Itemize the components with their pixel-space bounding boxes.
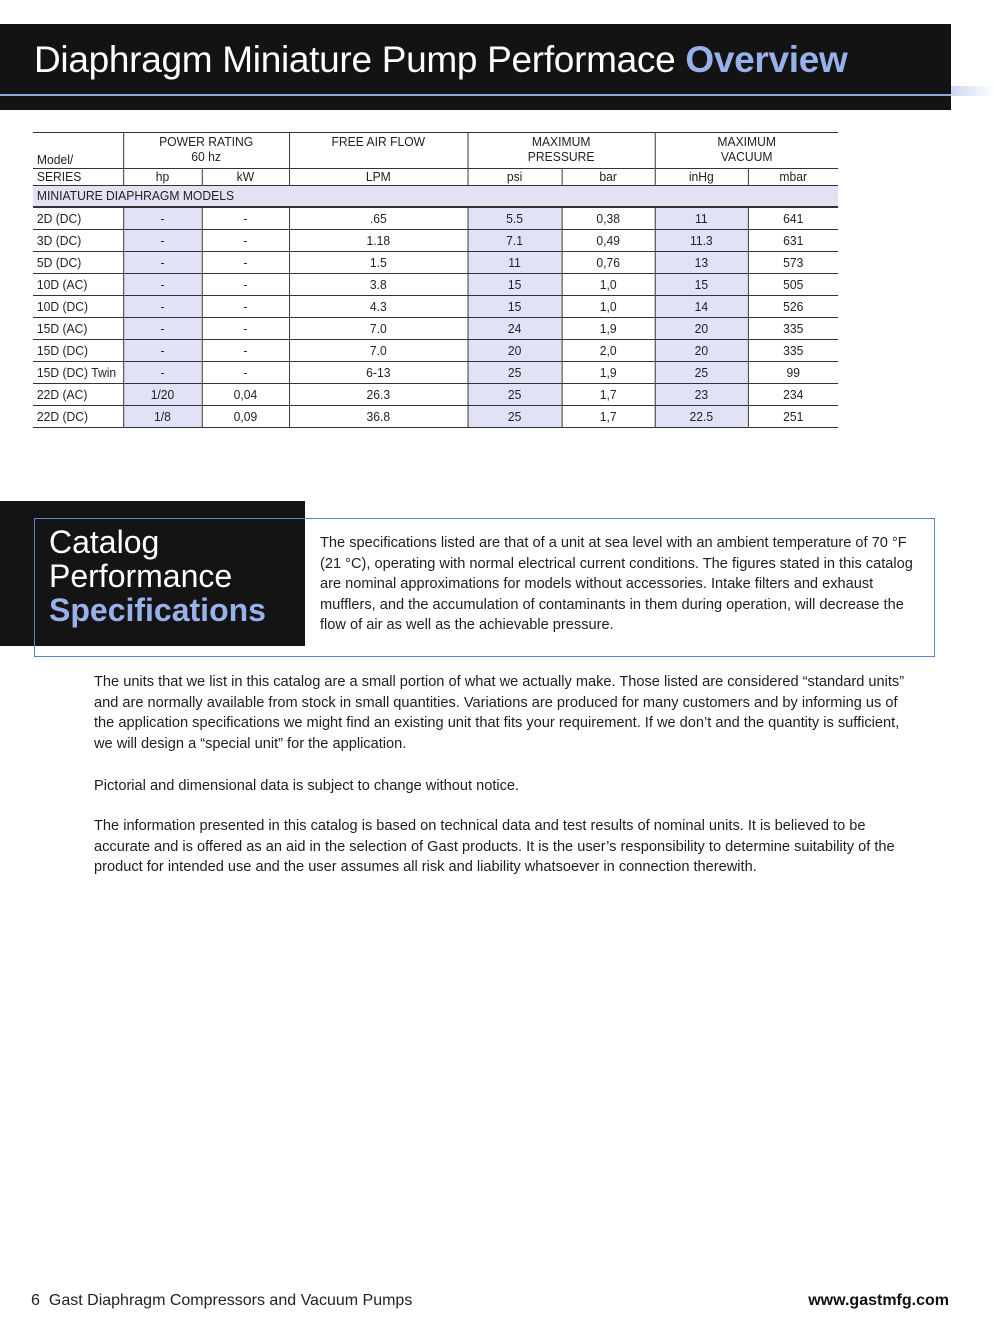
cell-mbar: 335 — [748, 318, 838, 340]
cell-psi: 11 — [468, 252, 562, 274]
footer-doc-title: Gast Diaphragm Compressors and Vacuum Pumps — [48, 1292, 413, 1309]
page-title-accent: Overview — [685, 39, 848, 80]
cell-lpm: 6-13 — [289, 362, 467, 384]
cell-inhg: 11.3 — [655, 230, 748, 252]
cell-psi: 25 — [468, 384, 562, 406]
table-row — [33, 274, 838, 296]
col-header-model: Model/ — [33, 133, 123, 169]
cell-mbar: 573 — [748, 252, 838, 274]
catalog-intro-text: The specifications listed are that of a unit at sea level with an ambient temperature of 70 °F (21 °C), operating with normal electrical current conditions. The figures stated in this catalog are nominal approximations for models without accessories. Intake filters and exhaust mufflers, and the accumulation of contaminants in them during operation, will decrease the flow of air as well as the achievable pressure. — [320, 535, 913, 633]
unit-inhg: inHg — [655, 169, 748, 186]
table-row — [33, 406, 838, 428]
cell-model: 5D (DC) — [33, 252, 123, 274]
catalog-heading-line1: Catalog — [49, 524, 160, 560]
cell-mbar: 335 — [748, 340, 838, 362]
cell-inhg: 23 — [655, 384, 748, 406]
cell-mbar: 251 — [748, 406, 838, 428]
header-rule-tail — [951, 86, 994, 96]
cell-hp: - — [123, 252, 202, 274]
cell-model: 10D (DC) — [33, 296, 123, 318]
cell-kw: 0,09 — [202, 406, 289, 428]
performance-table — [33, 132, 838, 428]
body-paragraph-change-notice: Pictorial and dimensional data is subject to change without notice. — [94, 778, 520, 794]
cell-bar: 1,7 — [562, 406, 655, 428]
cell-mbar: 234 — [748, 384, 838, 406]
cell-mbar: 526 — [748, 296, 838, 318]
cell-model: 2D (DC) — [33, 207, 123, 230]
cell-hp: - — [123, 296, 202, 318]
cell-lpm: 1.5 — [289, 252, 467, 274]
cell-kw: - — [202, 274, 289, 296]
cell-bar: 0,49 — [562, 230, 655, 252]
cell-mbar: 505 — [748, 274, 838, 296]
col-header-max-vacuum: MAXIMUM VACUUM — [655, 133, 838, 169]
col-header-series: SERIES — [33, 169, 123, 186]
cell-kw: - — [202, 318, 289, 340]
col-header-free-air-flow: FREE AIR FLOW — [289, 133, 467, 169]
unit-bar: bar — [562, 169, 655, 186]
cell-lpm: 36.8 — [289, 406, 467, 428]
cell-mbar: 641 — [748, 207, 838, 230]
cell-kw: - — [202, 207, 289, 230]
cell-inhg: 14 — [655, 296, 748, 318]
cell-inhg: 20 — [655, 318, 748, 340]
table-header-row — [33, 133, 838, 169]
cell-psi: 15 — [468, 296, 562, 318]
catalog-heading-line3: Specifications — [49, 592, 266, 628]
section-label: MINIATURE DIAPHRAGM MODELS — [33, 186, 838, 208]
cell-hp: 1/20 — [123, 384, 202, 406]
table-row — [33, 296, 838, 318]
cell-lpm: .65 — [289, 207, 467, 230]
cell-kw: - — [202, 340, 289, 362]
cell-hp: - — [123, 274, 202, 296]
cell-psi: 20 — [468, 340, 562, 362]
page-number: 6 — [31, 1292, 40, 1309]
cell-inhg: 25 — [655, 362, 748, 384]
cell-bar: 1,7 — [562, 384, 655, 406]
footer-website[interactable]: www.gastmfg.com — [808, 1292, 949, 1309]
cell-bar: 1,0 — [562, 296, 655, 318]
catalog-heading — [49, 525, 266, 627]
cell-psi: 25 — [468, 362, 562, 384]
cell-inhg: 22.5 — [655, 406, 748, 428]
cell-psi: 15 — [468, 274, 562, 296]
cell-lpm: 1.18 — [289, 230, 467, 252]
cell-model: 22D (DC) — [33, 406, 123, 428]
col-header-max-pressure: MAXIMUM PRESSURE — [468, 133, 655, 169]
col-header-power-rating: POWER RATING 60 hz — [123, 133, 289, 169]
cell-inhg: 15 — [655, 274, 748, 296]
cell-bar: 2,0 — [562, 340, 655, 362]
cell-lpm: 7.0 — [289, 340, 467, 362]
cell-kw: 0,04 — [202, 384, 289, 406]
cell-hp: - — [123, 230, 202, 252]
cell-mbar: 99 — [748, 362, 838, 384]
catalog-heading-line2: Performance — [49, 558, 233, 594]
body-paragraph-standard-units: The units that we list in this catalog are a small portion of what we actually make. Those listed are considered “standard units” and are normally available from stock in small quantities. Variations are produced for many customers and by informing us of the application specifications we might find an existing unit that fits your requirement. If we don’t and the quantity is sufficient, we will design a “special unit” for the application. — [94, 674, 905, 752]
cell-model: 15D (DC) Twin — [33, 362, 123, 384]
cell-model: 15D (AC) — [33, 318, 123, 340]
cell-bar: 1,9 — [562, 318, 655, 340]
table-row — [33, 384, 838, 406]
cell-inhg: 11 — [655, 207, 748, 230]
unit-lpm: LPM — [289, 169, 467, 186]
cell-kw: - — [202, 230, 289, 252]
cell-lpm: 7.0 — [289, 318, 467, 340]
cell-psi: 25 — [468, 406, 562, 428]
cell-inhg: 13 — [655, 252, 748, 274]
cell-bar: 0,76 — [562, 252, 655, 274]
page-title — [34, 39, 848, 81]
unit-mbar: mbar — [748, 169, 838, 186]
body-paragraph-disclaimer: The information presented in this catalog is based on technical data and test results of nominal units. It is believed to be accurate and is offered as an aid in the selection of Gast products. It is the user’s responsibility to determine suitability of the product for intended use and the user assumes all risk and liability whatsoever in connection therewith. — [94, 818, 895, 876]
table-section-row — [33, 186, 838, 208]
unit-hp: hp — [123, 169, 202, 186]
cell-kw: - — [202, 362, 289, 384]
cell-lpm: 4.3 — [289, 296, 467, 318]
cell-psi: 24 — [468, 318, 562, 340]
cell-bar: 1,9 — [562, 362, 655, 384]
cell-model: 10D (AC) — [33, 274, 123, 296]
cell-hp: - — [123, 362, 202, 384]
cell-model: 22D (AC) — [33, 384, 123, 406]
cell-hp: - — [123, 340, 202, 362]
cell-model: 3D (DC) — [33, 230, 123, 252]
table-row — [33, 207, 838, 230]
table-row — [33, 340, 838, 362]
unit-kw: kW — [202, 169, 289, 186]
table-row — [33, 252, 838, 274]
cell-psi: 5.5 — [468, 207, 562, 230]
table-row — [33, 362, 838, 384]
table-units-row — [33, 169, 838, 186]
cell-bar: 1,0 — [562, 274, 655, 296]
cell-inhg: 20 — [655, 340, 748, 362]
cell-lpm: 3.8 — [289, 274, 467, 296]
unit-psi: psi — [468, 169, 562, 186]
header-rule — [0, 94, 994, 96]
table-row — [33, 230, 838, 252]
cell-hp: - — [123, 207, 202, 230]
cell-model: 15D (DC) — [33, 340, 123, 362]
cell-psi: 7.1 — [468, 230, 562, 252]
page-title-main: Diaphragm Miniature Pump Performace — [34, 39, 676, 80]
cell-kw: - — [202, 252, 289, 274]
cell-hp: 1/8 — [123, 406, 202, 428]
cell-mbar: 631 — [748, 230, 838, 252]
cell-kw: - — [202, 296, 289, 318]
cell-bar: 0,38 — [562, 207, 655, 230]
cell-lpm: 26.3 — [289, 384, 467, 406]
table-row — [33, 318, 838, 340]
cell-hp: - — [123, 318, 202, 340]
footer-left — [31, 1292, 412, 1310]
